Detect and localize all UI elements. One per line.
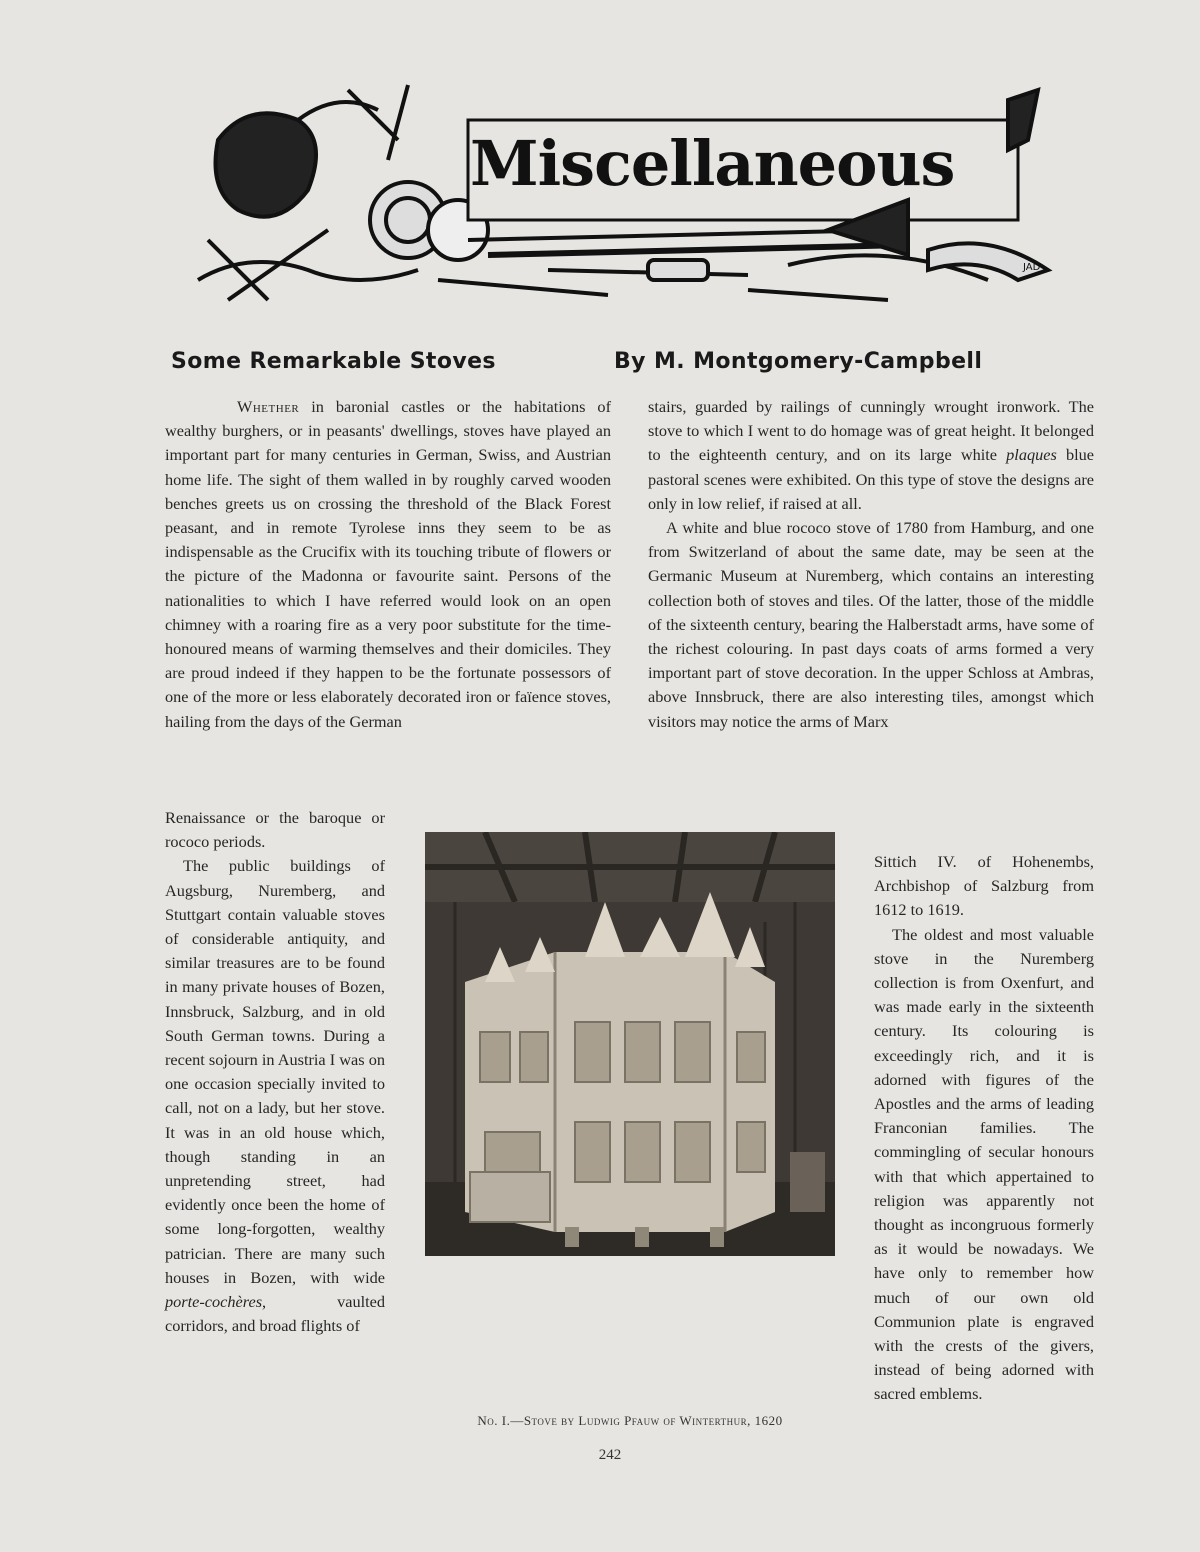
page-number: 242 (598, 1447, 622, 1463)
figure-caption (380, 1413, 880, 1429)
article-column-left-top (165, 395, 611, 734)
article-column-right-bottom (874, 850, 1094, 1407)
banner-title: Miscellaneous (470, 127, 955, 200)
paragraph-2-text-b: , vaulted corridors, and broad flights of (165, 1292, 385, 1336)
article-column-left-bottom (165, 806, 385, 1338)
stove-photograph (425, 832, 835, 1256)
paragraph-1 (165, 395, 611, 734)
paragraph-2-text-a: The public buildings of Augsburg, Nuremberg, and Stuttgart contain valuable stoves of considerable antiquity, and similar treasures are to be found in many private houses of Bozen, Innsbruck, Salzburg, and in old South German towns. During a recent sojourn in Austria I was on one occasion specially invited to call, not on a lady, but her stove. It was in an old house which, though standing in an unpretending street, had evidently once been the home of some long-forgotten, wealthy patrician. There are many such houses in Bozen, with wide (165, 856, 385, 1287)
paragraph-4: The oldest and most valuable stove in the Nuremberg collection is from Oxenfurt, and was made early in the sixteenth century. Its colouring is exceedingly rich, and it is adorned with figures of the Apostles and the arms of leading Franconian families. The commingling of secular honours with that which appertained to religion was apparently not thought as incongruous formerly as it would be nowadays. We have only to remember how much of our own old Communion plate is engraved with the crests of the givers, instead of being adorned with sacred emblems. (874, 924, 1094, 1404)
paragraph-2 (165, 854, 385, 1338)
paragraph-1-text: in baronial castles or the habitations of wealthy burghers, or in peasants' dwellings, stoves have played an important part for many centuries in German, Swiss, and Austrian home life. The sight of them walled in by roughly carved wooden benches greets us on crossing the threshold of the Black Forest peasant, and in remote Tyrolese inns they seem to be as indispensable as the Crucifix with its touching tribute of flowers or the picture of the Madonna or favourite saint. Persons of the nationalities to which I have referred would look on an open chimney with a roaring fire as a very poor substitute for the time-honoured means of warming themselves and their domiciles. They are proud indeed if they happen to be the fortunate possessors of one of the more or less elaborately decorated iron or faïence stoves, hailing from the days of the German (165, 397, 611, 731)
paragraph-2-text-c: stairs, guarded by railings of cunningly wrought ironwork. The stove to which I went to do homage was of great height. It belonged to the eighteenth century, and on its large white (648, 397, 1094, 465)
drop-lead: Whether (237, 397, 300, 416)
article-title: Some Remarkable Stoves (171, 349, 496, 374)
article-byline: By M. Montgomery-Campbell (614, 349, 983, 374)
paragraph-1-end: Renaissance or the baroque or rococo periods. (165, 808, 385, 852)
paragraph-3: A white and blue rococo stove of 1780 from Hamburg, and one from Switzerland of about the same date, may be seen at the Germanic Museum at Nuremberg, which contains an interesting collection both of stoves and tiles. Of the latter, those of the middle of the sixteenth century, bearing the Halberstadt arms, have some of the richest colouring. In past days coats of arms formed a very important part of stove decoration. In the upper Schloss at Ambras, above Innsbruck, there are also interesting tiles, amongst which visitors may notice the arms of Marx (648, 518, 1094, 731)
paragraph-3-end: Sittich IV. of Hohenembs, Archbishop of Salzburg from 1612 to 1619. (874, 852, 1094, 920)
banner-monogram: JAD (1023, 262, 1041, 273)
paragraph-2-text-d: blue pastoral scenes were exhibited. On this type of stove the designs are only in low relief, if raised at all. (648, 445, 1094, 513)
article-column-right-top (648, 395, 1094, 734)
paragraph-2-italic-2: plaques (1006, 445, 1057, 465)
paragraph-2-italic: porte-cochères (165, 1292, 263, 1312)
paragraph-2-continued (648, 395, 1094, 516)
figure-caption-text: No. I.—Stove by Ludwig Pfauw of Winterthur, 1620 (477, 1413, 783, 1428)
